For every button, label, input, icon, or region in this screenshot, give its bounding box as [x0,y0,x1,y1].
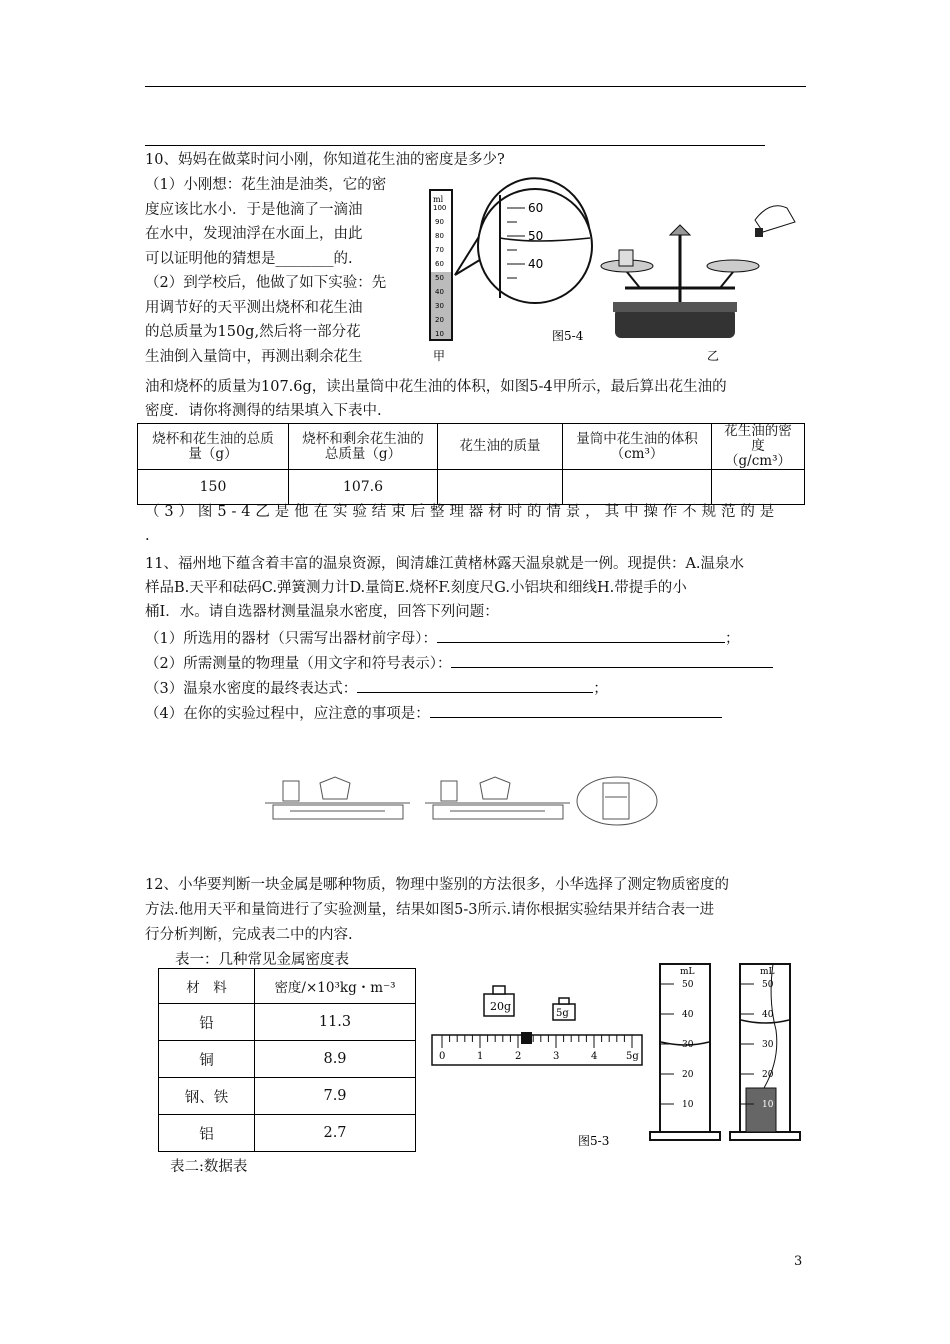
answer-blank[interactable] [430,702,722,718]
ruler-label: 2 [515,1051,522,1062]
cylinder-tick-label: 10 [762,1100,774,1110]
tick-label: 20 [435,316,444,324]
q11-a1-label: （1）所选用的器材（只需写出器材前字母）： [145,631,437,647]
table-cell: 11.3 [255,1004,416,1041]
table-cell: 107.6 [289,470,438,505]
ruler-label: 5g [626,1051,639,1062]
q10-p2-line: 的总质量为150g,然后将一部分花 [145,324,361,340]
q10-p2-line: 用调节好的天平测出烧杯和花生油 [145,299,363,316]
tick-label: 80 [435,232,444,240]
answer-line [145,145,765,146]
table-header: 烧杯和花生油的总质量（g） [138,424,289,470]
q11-line: 桶I．水。请自选器材测量温泉水密度，回答下列问题： [145,604,499,620]
figure-5-4 [425,180,810,370]
q10-p2-cont: 油和烧杯的质量为107.6g，读出量筒中花生油的体积，如图5-4甲所示，最后算出花生油的 [145,379,727,395]
table1-title: 表一：几种常见金属密度表 [175,952,349,968]
cylinder-tick-label: 20 [762,1070,774,1080]
cylinder-tick-label: 10 [682,1100,694,1110]
tick-label: 40 [435,288,444,296]
table-cell: 铝 [159,1115,255,1152]
q11-a3-end: ； [593,681,608,697]
table-header: 花生油的质量 [438,424,563,470]
q11-a1-end: ； [724,631,740,647]
cylinder-tick-label: 30 [762,1040,774,1050]
table-cell: 7.9 [255,1078,416,1115]
table-header: 密度/×10³kg・m⁻³ [255,969,416,1004]
q10-p2-line: （2）到学校后，他做了如下实验：先 [145,275,387,291]
ruler-label: 3 [553,1051,560,1062]
q11-line: 11、福州地下蕴含着丰富的温泉资源，闽清雄江黄楮林露天温泉就是一例。现提供：A.温泉水 [145,556,745,572]
zoom-tick-label: 40 [528,257,544,271]
metal-block [746,1088,776,1132]
table-cell: 铜 [159,1041,255,1078]
cylinder-unit: mL [760,967,775,977]
table-cell: 铅 [159,1004,255,1041]
balance-sketch [425,777,570,819]
q11-a2-label: （2）所需测量的物理量（用文字和符号表示）： [145,656,452,672]
q10-part3-end: . [145,528,150,544]
balance-sketch-row [265,775,660,827]
q10-p1-line: 可以证明他的猜想是________的. [145,250,353,267]
q11-line: 样品B.天平和砝码C.弹簧测力计D.量筒E.烧杯F.刻度尺G.小铝块和细线H.带提手的小 [145,580,687,596]
weight-5g-label: 5g [556,1008,569,1019]
q11-answer-1 [145,627,739,652]
top-rule [145,86,806,87]
answer-blank[interactable] [451,652,773,668]
q11-answer-2 [145,652,773,677]
tick-label: 60 [435,260,444,268]
figure-5-3-label: 图5-3 [578,1134,610,1148]
figure-5-4-label: 图5-4 [552,329,584,343]
tick-label: 100 [433,204,447,212]
table-header: 材 料 [159,969,255,1004]
tick-label: 70 [435,246,444,254]
tick-label: 30 [435,302,444,310]
table-header: 花生油的密度（g/cm³） [712,424,805,470]
q10-title: 10、妈妈在做菜时问小刚，你知道花生油的密度是多少? [145,152,505,168]
cylinder-sketch [577,777,657,825]
label-yi: 乙 [707,349,720,363]
weight-20g-label: 20g [490,1000,512,1013]
tick-label: 90 [435,218,444,226]
label-jia: 甲 [433,349,446,363]
q10-p1-line: 在水中，发现油浮在水面上，由此 [145,226,363,242]
cylinder-tick-label: 40 [762,1010,774,1020]
q10-p1-line: （1）小刚想：花生油是油类，它的密 [145,177,387,193]
balance-sketch [265,777,410,819]
page-number: 3 [794,1254,803,1269]
cylinder-unit: ml [433,195,444,204]
table-cell: 钢、铁 [159,1078,255,1115]
q10-p1-line: 度应该比水小．于是他滴了一滴油 [145,201,363,218]
ruler-label: 4 [591,1051,598,1062]
q11-a4-label: （4）在你的实验过程中，应注意的事项是： [145,706,430,722]
cylinder-unit: mL [680,967,695,977]
figure-5-3 [428,960,808,1155]
table-cell: 8.9 [255,1041,416,1078]
table-cell: 150 [138,470,289,505]
q10-p2-line: 生油倒入量筒中，再测出剩余花生 [145,348,363,365]
table-header: 量筒中花生油的体积（cm³） [563,424,712,470]
measuring-cylinder-water [650,964,720,1140]
cylinder-tick-label: 40 [682,1010,694,1020]
balance-ruler [432,1035,642,1065]
q11-answer-3 [145,677,608,702]
measuring-cylinder-metal [730,964,800,1140]
q11-answer-4 [145,702,722,727]
q12-line: 方法.他用天平和量筒进行了实验测量，结果如图5-3所示.请你根据实验结果并结合表一进 [145,902,715,918]
table2-title: 表二:数据表 [170,1159,248,1175]
answer-blank[interactable] [357,677,593,693]
q12-line: 12、小华要判断一块金属是哪种物质，物理中鉴别的方法很多，小华选择了测定物质密度的 [145,877,729,893]
zoom-tick-label: 50 [528,229,544,243]
cylinder-tick-label: 50 [682,980,694,990]
answer-blank[interactable] [437,627,725,643]
metal-density-table [158,968,416,1152]
q10-table [137,423,805,505]
tick-label: 10 [435,330,444,338]
table-header: 烧杯和剩余花生油的总质量（g） [289,424,438,470]
cylinder-tick-label: 30 [682,1040,694,1050]
q12-line: 行分析判断，完成表二中的内容. [145,927,353,943]
zoom-tick-label: 60 [528,201,544,215]
ruler-label: 1 [477,1051,484,1062]
zoom-ticks [528,201,543,271]
rider [521,1032,532,1044]
balance-scale [601,206,795,338]
cylinder-tick-label: 20 [682,1070,694,1080]
q10-part1 [145,173,427,369]
cylinder-tick-label: 50 [762,980,774,990]
q10-part3: （3）图5-4乙是他在实验结束后整理器材时的情景，其中操作不规范的是 [145,504,780,520]
tick-label: 50 [435,274,444,282]
q10-p2-cont: 密度．请你将测得的结果填入下表中. [145,403,382,419]
table-cell: 2.7 [255,1115,416,1152]
ruler-label: 0 [439,1051,446,1062]
q11-a3-label: （3）温泉水密度的最终表达式： [145,681,358,697]
